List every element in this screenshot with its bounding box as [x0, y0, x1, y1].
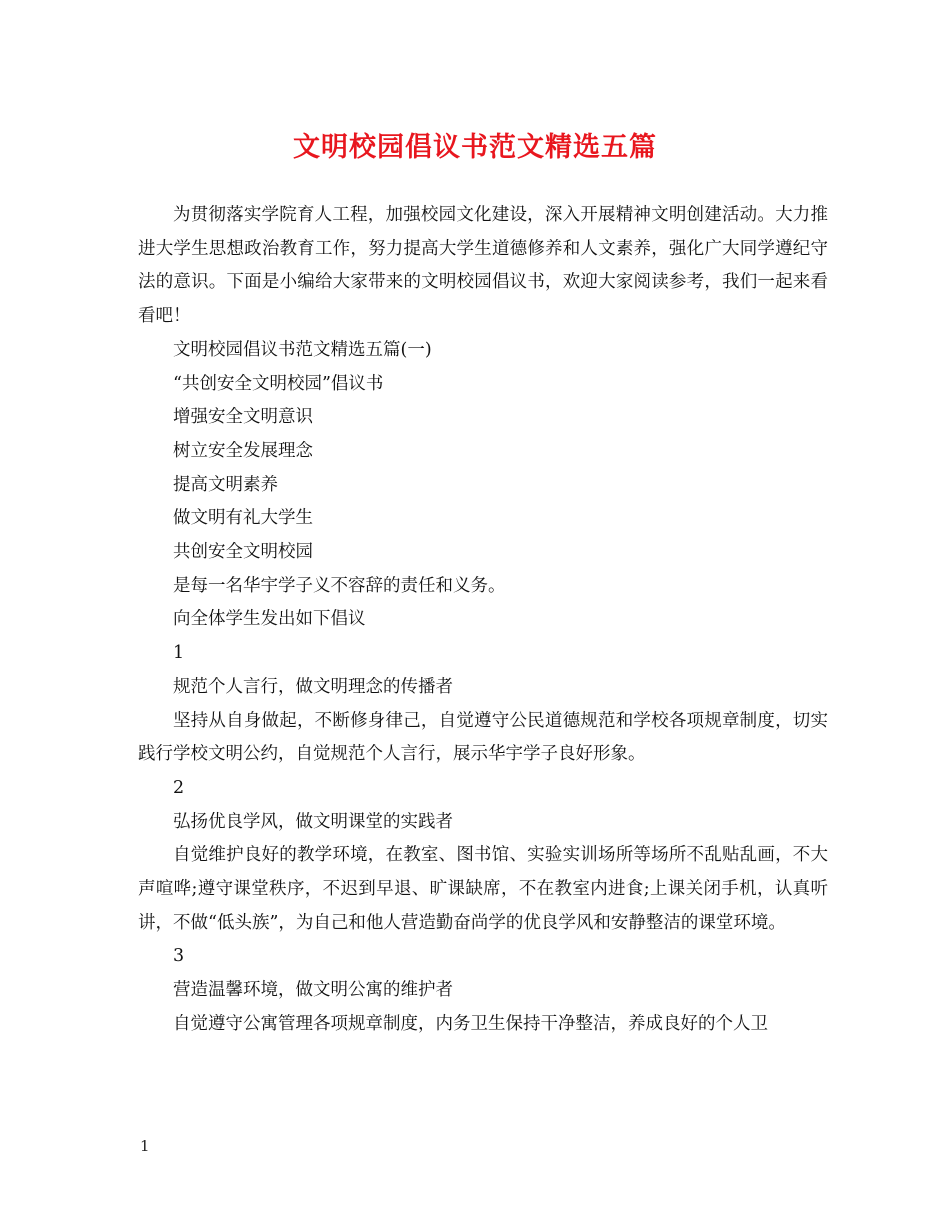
section-heading: 文明校园倡议书范文精选五篇(一) — [173, 339, 432, 360]
proposal-title: “共创安全文明校园”倡议书 — [173, 373, 384, 394]
intro-paragraph: 为贯彻落实学院育人工程，加强校园文化建设，深入开展精神文明创建活动。大力推进大学生思想政治教育工作，努力提高大学生道德修养和人文素养，强化广大同学遵纪守法的意识。下面是小编给大家带来的文明校园倡议书，欢迎大家阅读参考，我们一起来看看吧！ — [138, 205, 828, 327]
item-paragraph: 自觉维护良好的教学环境，在教室、图书馆、实验实训场所等场所不乱贴乱画，不大声喧哗;遵守课堂秩序，不迟到早退、旷课缺席，不在教室内进食;上课关闭手机，认真听讲，不做“低头族”，为自己和他人营造勤奋尚学的优良学风和安静整洁的课堂环境。 — [138, 845, 828, 933]
slogan-line: 共创安全文明校园 — [173, 542, 313, 563]
item-paragraph: 自觉遵守公寓管理各项规章制度，内务卫生保持干净整洁，养成良好的个人卫 — [173, 1013, 768, 1034]
item-number: 3 — [173, 946, 185, 967]
item-paragraph: 坚持从自身做起，不断修身律己，自觉遵守公民道德规范和学校各项规章制度，切实践行学校文明公约，自觉规范个人言行，展示华宇学子良好形象。 — [138, 710, 828, 765]
item-heading: 营造温馨环境，做文明公寓的维护者 — [173, 980, 453, 1001]
document-title: 文明校园倡议书范文精选五篇 — [293, 132, 657, 163]
slogan-line: 做文明有礼大学生 — [173, 508, 313, 529]
body-paragraph: 是每一名华宇学子义不容辞的责任和义务。 — [173, 575, 506, 596]
slogan-line: 提高文明素养 — [173, 474, 278, 495]
item-number: 1 — [173, 643, 185, 664]
document-body — [138, 199, 828, 1042]
page-number: 1 — [140, 1137, 150, 1155]
item-heading: 弘扬优良学风，做文明课堂的实践者 — [173, 811, 453, 832]
body-paragraph: 向全体学生发出如下倡议 — [173, 609, 366, 630]
slogan-line: 树立安全发展理念 — [173, 440, 313, 461]
slogan-line: 增强安全文明意识 — [173, 407, 313, 428]
item-heading: 规范个人言行，做文明理念的传播者 — [173, 676, 453, 697]
item-number: 2 — [173, 777, 185, 798]
